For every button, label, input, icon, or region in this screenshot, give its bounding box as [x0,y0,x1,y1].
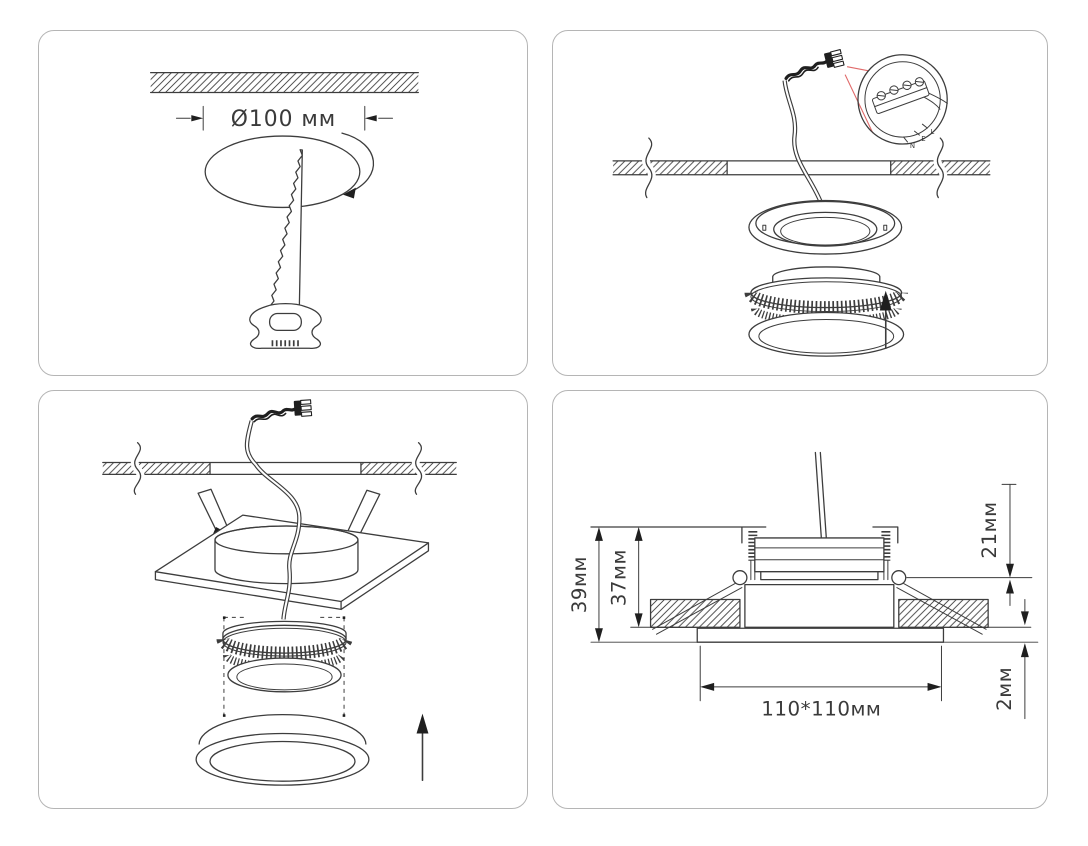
panel-step-4-dimensions [552,390,1048,809]
up-arrow-icon [417,714,429,781]
height-overall-label: 39мм [568,556,592,614]
pivot-left [733,571,747,585]
diameter-dimension [176,106,392,132]
cutout-size-label: 110*110мм [761,697,882,721]
supply-wire [815,453,826,538]
wire-leader-lines [845,67,873,133]
dimension-39mm [568,527,603,642]
wire-connector [251,400,312,422]
trim-ring [196,715,369,785]
dimension-21mm [978,484,1014,577]
break-mark-left [134,443,140,495]
saw-blade [270,150,303,307]
keyhole-saw [250,150,321,349]
spring-clip-illustration [39,391,526,807]
break-mark-right [415,443,421,495]
ceiling-hatch-left [651,599,740,627]
terminal-label-n: N [909,141,916,150]
height-body-label: 37мм [607,549,631,607]
wire-connector [782,50,844,82]
trim-thickness-label: 2мм [992,666,1016,711]
clamp-gap-arrows [1006,580,1029,626]
break-mark-left [646,138,652,197]
pivot-right [892,571,906,585]
panel-step-2-connect-wires [552,30,1048,376]
hole-diameter-label: Ø100 мм [230,107,337,133]
recessed-can [745,585,894,628]
panel-step-1-cut-hole [38,30,528,376]
height-above-ceiling-label: 21мм [978,501,1002,559]
rotation-arrow-icon [342,133,374,198]
dimension-2mm [993,643,1029,718]
dimension-37mm [608,527,643,627]
cut-hole-illustration [39,31,526,374]
terminal-label-e: E [921,135,926,144]
magnifier-circle [858,55,948,150]
connect-wires-illustration [553,31,1046,374]
ceiling-hatch-band [151,73,419,93]
break-mark-right [937,138,943,197]
terminal-block [870,71,948,130]
supply-wire [785,81,822,204]
panel-step-3-insert-springs [38,390,528,809]
mounting-ring [749,201,902,255]
junction-canister [215,526,358,584]
lamp-module [223,621,346,691]
ceiling-hatch-right [899,599,988,627]
terminal-label-l: L [930,128,935,137]
dimension-drawing [553,391,1046,807]
cut-hole-ellipse [205,136,360,207]
dimension-110x110 [700,683,941,721]
fixture-cross-section [591,453,988,643]
lamp-module [749,267,904,356]
trim-plate [697,628,943,642]
